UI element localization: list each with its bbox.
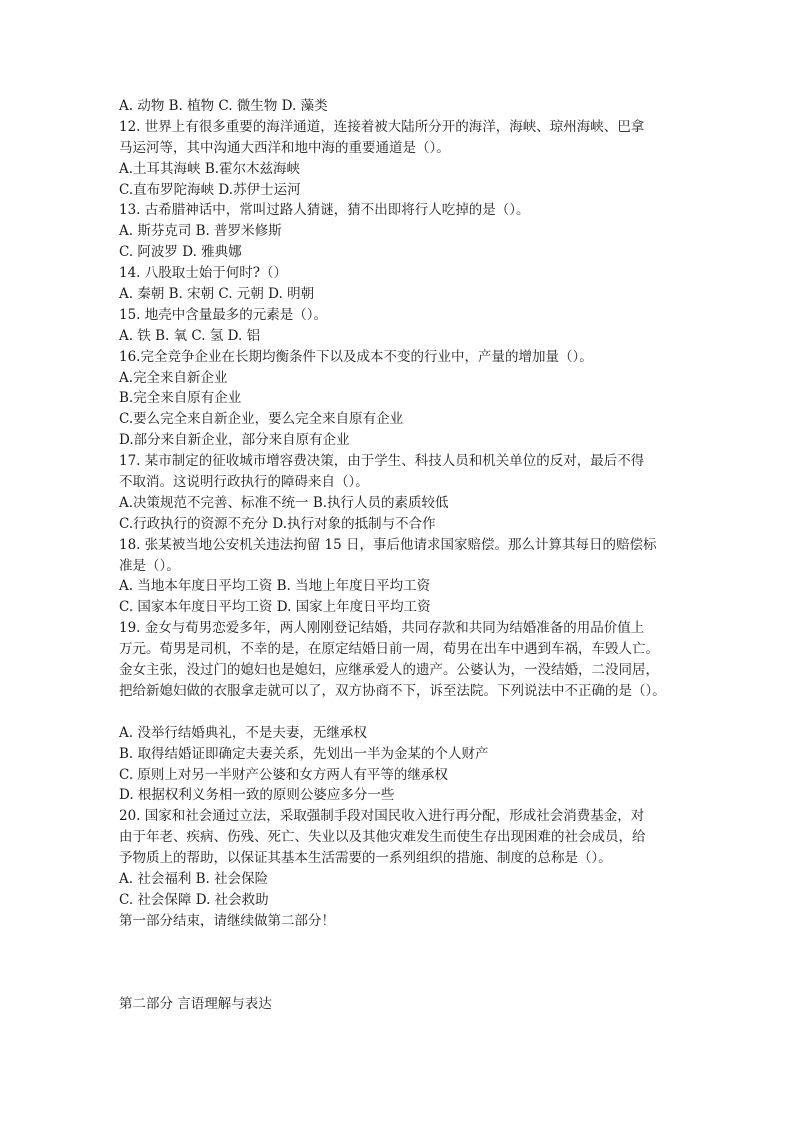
document-body [119, 96, 679, 1015]
question-15-options: A. 铁 B. 氧 C. 氢 D. 铝 [119, 327, 261, 344]
question-19-option-a: A. 没举行结婚典礼，不是夫妻，无继承权 [119, 724, 367, 741]
question-13-options-cd: C. 阿波罗 D. 雅典娜 [119, 244, 242, 261]
question-20-line-2: 由于年老、疾病、伤残、死亡、失业以及其他灾难发生而使生存出现困难的社会成员，给 [119, 829, 646, 846]
question-16-option-a: A.完全来自新企业 [119, 369, 228, 386]
question-12-line-1: 12. 世界上有很多重要的海洋通道，连接着被大陆所分开的海洋，海峡、琼州海峡、巴拿 [119, 118, 645, 135]
question-16-option-b: B.完全来自原有企业 [119, 390, 242, 407]
question-19-option-c: C. 原则上对另一半财产公婆和女方两人有平等的继承权 [119, 766, 448, 783]
part-one-end-notice: 第一部分结束，请继续做第二部分！ [119, 912, 335, 929]
question-13: 13. 古希腊神话中，常叫过路人猜谜，猜不出即将行人吃掉的是（）。 [119, 202, 530, 219]
question-12-options-cd: C.直布罗陀海峡 D.苏伊士运河 [119, 181, 301, 198]
question-20-options-cd: C. 社会保障 D. 社会救助 [119, 891, 269, 908]
question-12-line-2: 马运河等，其中沟通大西洋和地中海的重要通道是（）。 [119, 139, 450, 156]
question-19-line-2: 万元。荀男是司机，不幸的是，在原定结婚日前一周，荀男在出车中遇到车祸，车毁人亡。 [119, 641, 659, 658]
question-18-line-1: 18. 张某被当地公安机关违法拘留 15 日，事后他请求国家赔偿。那么计算其每日的赔偿标 [119, 536, 657, 553]
blank-line [119, 702, 679, 723]
question-17-options-cd: C.行政执行的资源不充分 D.执行对象的抵制与不合作 [119, 515, 436, 532]
question-19-line-1: 19. 金女与荀男恋爱多年，两人刚刚登记结婚，共同存款和共同为结婚准备的用品价值上 [119, 620, 645, 637]
question-20-line-1: 20. 国家和社会通过立法，采取强制手段对国民收入进行再分配，形成社会消费基金，对 [119, 808, 645, 825]
section-title-part-two: 第二部分 言语理解与表达 [119, 995, 272, 1012]
question-19-line-3: 金女主张，没过门的媳妇也是媳妇，应继承爱人的遗产。公婆认为，一没结婚，二没同居， [119, 662, 659, 679]
question-20-line-3: 予物质上的帮助，以保证其基本生活需要的一系列组织的措施、制度的总称是（）。 [119, 850, 612, 867]
question-18-options-cd: C. 国家本年度日平均工资 D. 国家上年度日平均工资 [119, 599, 431, 616]
question-13-options-ab: A. 斯芬克司 B. 普罗米修斯 [119, 223, 282, 240]
option-line-q11: A. 动物 B. 植物 C. 微生物 D. 藻类 [119, 98, 328, 114]
question-16: 16.完全竞争企业在长期均衡条件下以及成本不变的行业中，产量的增加量（）。 [119, 348, 593, 365]
question-17-line-1: 17. 某市制定的征收城市增容费决策，由于学生、科技人员和机关单位的反对，最后不得 [119, 453, 645, 470]
question-20-options-ab: A. 社会福利 B. 社会保险 [119, 870, 269, 887]
question-17-line-2: 不取消。这说明行政执行的障碍来自（）。 [119, 474, 369, 491]
question-12-options-ab: A.土耳其海峡 B.霍尔木兹海峡 [119, 160, 301, 177]
question-19-option-b: B. 取得结婚证即确定夫妻关系，先划出一半为金某的个人财产 [119, 745, 489, 762]
question-19-option-d: D. 根据权利义务相一致的原则公婆应多分一些 [119, 787, 395, 804]
question-19-line-4: 把给新媳妇做的衣服拿走就可以了，双方协商不下，诉至法院。下列说法中不正确的是（）。 [119, 682, 666, 699]
question-16-option-c: C.要么完全来自新企业，要么完全来自原有企业 [119, 411, 404, 428]
question-18-options-ab: A. 当地本年度日平均工资 B. 当地上年度日平均工资 [119, 578, 431, 595]
question-17-options-ab: A.决策规范不完善、标准不统一 B.执行人员的素质较低 [119, 494, 449, 511]
question-18-line-2: 准是（）。 [119, 557, 180, 574]
question-15: 15. 地壳中含量最多的元素是（）。 [119, 306, 328, 323]
section-gap [119, 932, 679, 994]
question-16-option-d: D.部分来自新企业，部分来自原有企业 [119, 432, 350, 449]
question-14-options: A. 秦朝 B. 宋朝 C. 元朝 D. 明朝 [119, 286, 315, 303]
question-14: 14. 八股取士始于何时?（） [119, 265, 287, 282]
